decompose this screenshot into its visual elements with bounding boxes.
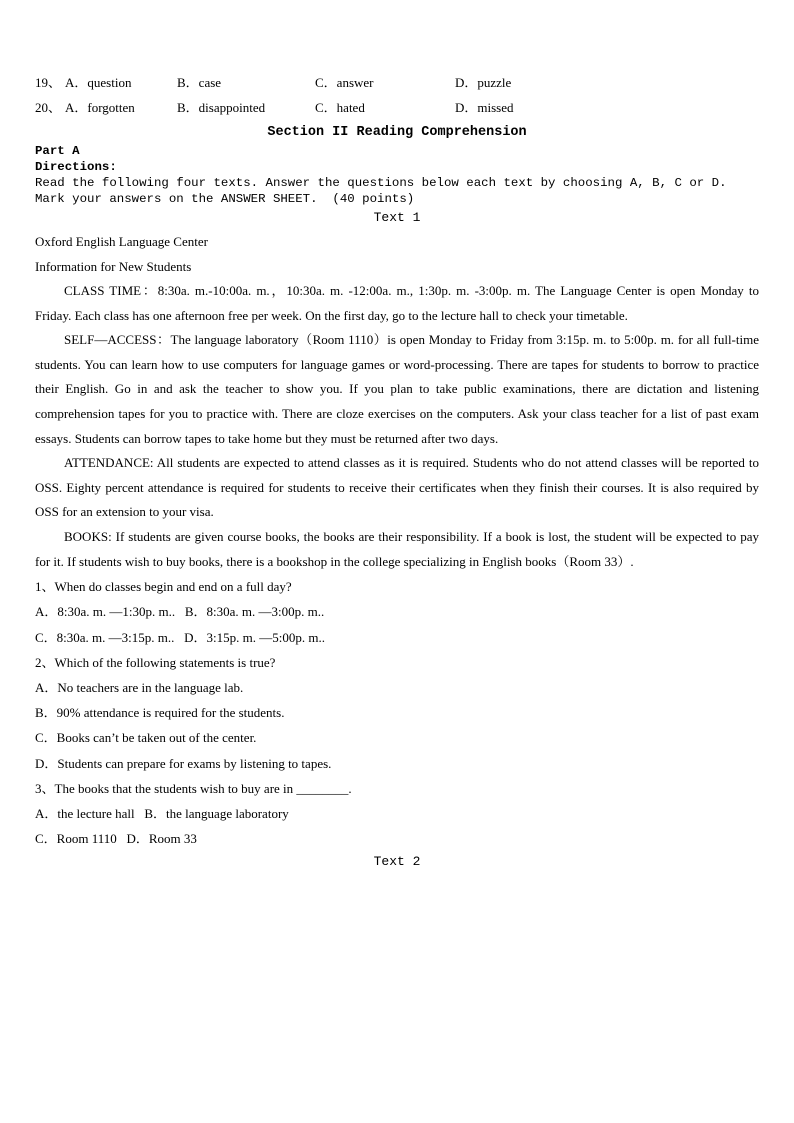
option-c: C．hated — [315, 100, 365, 115]
option-a: A．question — [65, 75, 132, 90]
question-2-option-d: D．Students can prepare for exams by listening to tapes. — [35, 755, 332, 771]
directions-label: Directions: — [35, 160, 117, 174]
passage-heading-subtitle: Information for New Students — [35, 259, 192, 274]
paragraph-class-time: CLASS TIME：8:30a. m.-10:00a. m.，10:30a. m. -12:00a. m., 1:30p. m. -3:00p. m. The Language Center is open Monday to Friday. Each class has one afternoon free per week. On the first day, go to the lecture hall to check your timetable. — [35, 283, 759, 323]
question-2-option-b: B．90% attendance is required for the students. — [35, 705, 285, 721]
paragraph-books: BOOKS: If students are given course books, the books are their responsibility. If a book is lost, the student will be expected to pay for it. If students wish to buy books, there is a bookshop in the college specializing in English books（Room 33）. — [35, 528, 759, 569]
question-1-options-ab: A．8:30a. m. —1:30p. m.. B．8:30a. m. —3:00p. m.. — [35, 604, 325, 620]
question-2-option-a: A．No teachers are in the language lab. — [35, 679, 244, 695]
option-b: B．disappointed — [177, 100, 266, 115]
text1-label: Text 1 — [373, 210, 421, 225]
paragraph-attendance: ATTENDANCE: All students are expected to attend classes as it is required. Students who do not attend classes will be reported to OSS. Eighty percent attendance is required for students to receive their certificates when they finish their courses. It is also required by OSS for an extension to your visa. — [35, 455, 759, 520]
option-c: C．answer — [315, 75, 374, 90]
question-number: 20、 — [35, 100, 62, 115]
question-2-option-c: C．Books can’t be taken out of the center. — [35, 730, 257, 746]
option-b: B．case — [177, 75, 222, 90]
option-a: A．forgotten — [65, 100, 135, 115]
option-d: D．missed — [455, 100, 514, 115]
question-3-options-ab: A．the lecture hall B．the language laboratory — [35, 805, 289, 821]
vocab-question-20 — [35, 95, 759, 120]
question-1-options-cd: C．8:30a. m. —3:15p. m.. D．3:15p. m. —5:00p. m.. — [35, 629, 325, 645]
directions-text: Read the following four texts. Answer the questions below each text by choosing A, B, C or D. Mark your answers on the ANSWER SHEET. (40 points) — [35, 176, 734, 206]
part-label: Part A — [35, 144, 80, 158]
vocab-question-19 — [35, 70, 759, 95]
paragraph-self-access: SELF—ACCESS：The language laboratory（Room 1110）is open Monday to Friday from 3:15p. m. to 5:00p. m. for all full-time students. You can learn how to use computers for language games or word-processing. There are tapes for students to borrow to practice their English. Go in and ask the teacher to show you. If you plan to take public examinations, there are dictation and listening comprehension tapes for you to practice with. There are cloze exercises on the computers. Ask your class teacher for a list of past exam essays. Students can borrow tapes to take home but they must be returned after two days. — [35, 332, 759, 446]
question-3-options-cd: C．Room 1110 D．Room 33 — [35, 831, 197, 847]
question-3-stem: 3、The books that the students wish to buy are in ________. — [35, 780, 352, 796]
text2-label: Text 2 — [373, 854, 421, 870]
section-title: Section II Reading Comprehension — [267, 125, 527, 140]
question-1-stem: 1、When do classes begin and end on a full day? — [35, 579, 292, 595]
question-number: 19、 — [35, 75, 62, 90]
question-2-stem: 2、Which of the following statements is true? — [35, 654, 276, 670]
option-d: D．puzzle — [455, 75, 512, 90]
passage-heading-center-name: Oxford English Language Center — [35, 234, 208, 249]
